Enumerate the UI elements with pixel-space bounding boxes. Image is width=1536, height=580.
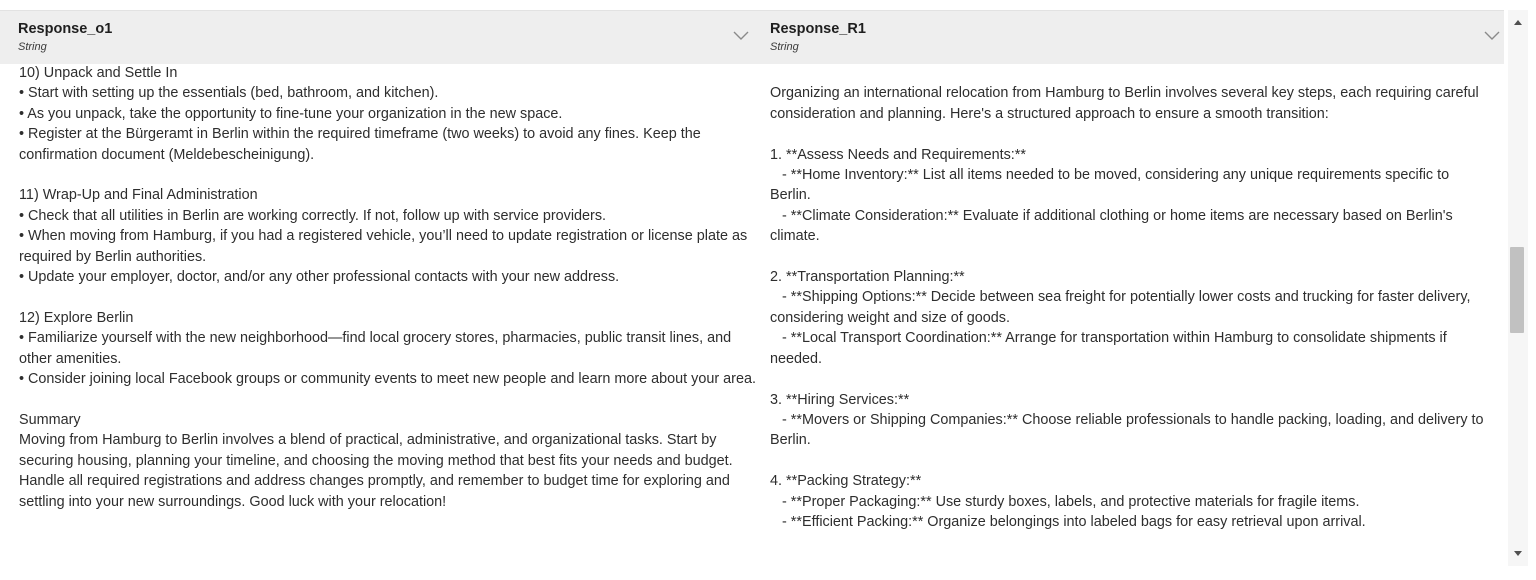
scroll-thumb[interactable]	[1510, 247, 1524, 333]
column-header-row	[0, 10, 1504, 64]
scroll-up-arrow-icon[interactable]	[1514, 20, 1522, 25]
column-header-response-r1[interactable]	[751, 11, 1504, 64]
chevron-down-icon[interactable]	[1483, 28, 1501, 42]
scroll-down-arrow-icon[interactable]	[1514, 551, 1522, 556]
response-o1-text-cell: 10) Unpack and Settle In • Start with setting up the essentials (bed, bathroom, and kitchen). • As you unpack, take the opportunity to fine-tune your organization in the new space. • Register at the Bürgeramt in Berlin within the required timeframe (two weeks) to avoid any fines. Keep the confirmation document (Meldebescheinigung). 11) Wrap-Up and Final Administration • Check that all utilities in Berlin are working correctly. If not, follow up with service providers. • When moving from Hamburg, if you had a registered vehicle, you’ll need to update registration or license plate as required by Berlin authorities. • Update your employer, doctor, and/or any other professional contacts with your new address. 12) Explore Berlin • Familiarize yourself with the new neighborhood—find local grocery stores, pharmacies, public transit lines, and other amenities. • Consider joining local Facebook groups or community events to meet new people and learn more about your area. Summary Moving from Hamburg to Berlin involves a blend of practical, administrative, and organizational tasks. Start by securing housing, planning your timeline, and choosing the moving method that best fits your needs and budget. Handle all required registrations and address changes promptly, and remember to budget time for exploring and settling into your new surroundings. Good luck with your relocation!	[19, 65, 756, 510]
chevron-down-icon[interactable]	[732, 28, 750, 42]
column-title: Response_o1	[18, 21, 113, 37]
column-title: Response_R1	[770, 21, 866, 37]
column-header-response-o1[interactable]	[0, 11, 756, 64]
response-r1-text-cell: Organizing an international relocation from Hamburg to Berlin involves several key steps, each requiring careful consideration and planning. Here's a structured approach to ensure a smooth transition: 1. **Assess Needs and Requirements:** - **Home Inventory:** List all items needed to be moved, considering any unique requirements specific to Berlin. - **Climate Consideration:** Evaluate if additional clothing or home items are necessary based on Berlin's climate. 2. **Transportation Planning:** - **Shipping Options:** Decide between sea freight for potentially lower costs and trucking for faster delivery, considering weight and size of goods. - **Local Transport Coordination:** Arrange for transportation within Hamburg to consolidate shipments if needed. 3. **Hiring Services:** - **Movers or Shipping Companies:** Choose reliable professionals to handle packing, loading, and delivery to Berlin. 4. **Packing Strategy:** - **Proper Packaging:** Use sturdy boxes, labels, and protective materials for fragile items. - **Efficient Packing:** Organize belongings into labeled bags for easy retrieval upon arrival.	[770, 85, 1484, 530]
column-type-label: String	[770, 41, 799, 53]
column-type-label: String	[18, 41, 47, 53]
vertical-scrollbar[interactable]	[1508, 10, 1528, 566]
